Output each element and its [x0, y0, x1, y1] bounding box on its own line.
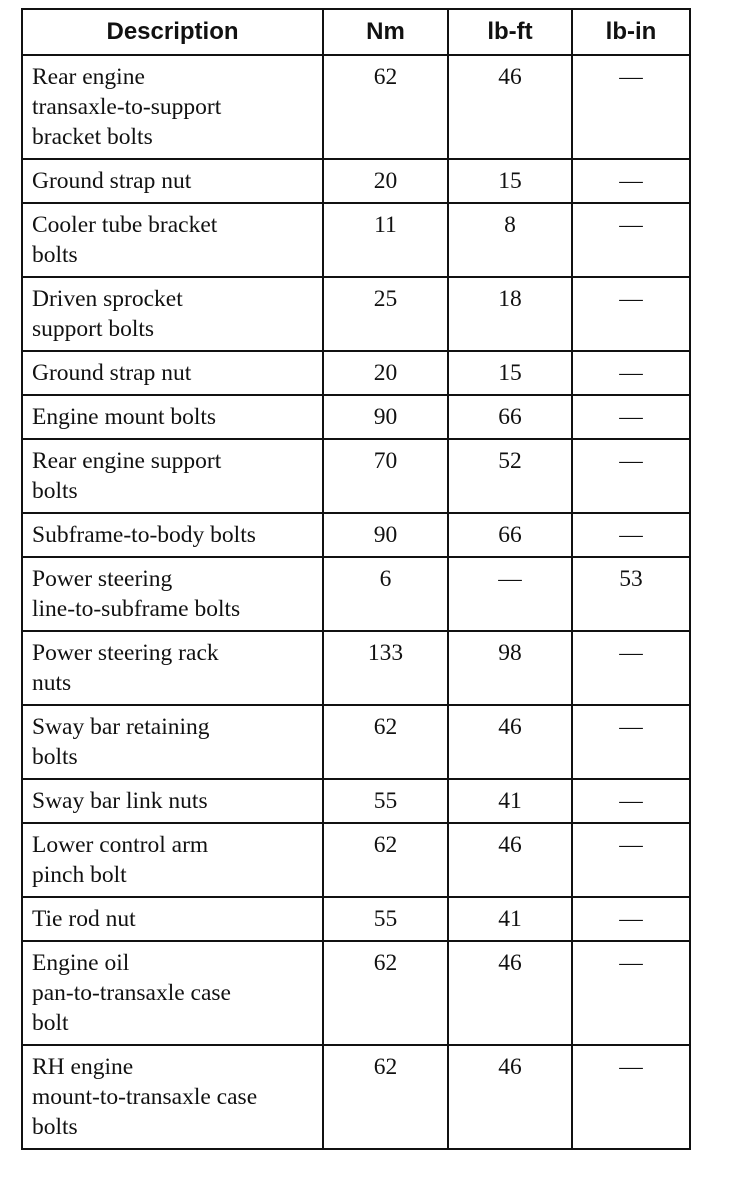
- header-nm: Nm: [323, 9, 448, 55]
- cell-lb-ft: 15: [448, 159, 572, 203]
- table-row: [22, 439, 690, 513]
- cell-description: RH engine mount-to-transaxle case bolts: [22, 1045, 323, 1149]
- table-row: [22, 1045, 690, 1149]
- cell-lb-ft: 66: [448, 513, 572, 557]
- cell-description: Power steering rack nuts: [22, 631, 323, 705]
- cell-lb-ft: 8: [448, 203, 572, 277]
- table-row: [22, 823, 690, 897]
- cell-lb-in: —: [572, 705, 690, 779]
- cell-nm: 20: [323, 159, 448, 203]
- cell-lb-in: —: [572, 395, 690, 439]
- cell-description: Tie rod nut: [22, 897, 323, 941]
- table-row: [22, 557, 690, 631]
- cell-lb-in: 53: [572, 557, 690, 631]
- cell-description: Sway bar retaining bolts: [22, 705, 323, 779]
- cell-lb-in: —: [572, 159, 690, 203]
- cell-nm: 20: [323, 351, 448, 395]
- cell-nm: 25: [323, 277, 448, 351]
- header-description: Description: [22, 9, 323, 55]
- cell-lb-in: —: [572, 779, 690, 823]
- table-row: [22, 631, 690, 705]
- cell-lb-ft: 15: [448, 351, 572, 395]
- cell-description: Cooler tube bracket bolts: [22, 203, 323, 277]
- table-header: [22, 9, 690, 55]
- cell-description: Rear engine transaxle-to-support bracket bolts: [22, 55, 323, 159]
- cell-nm: 62: [323, 941, 448, 1045]
- cell-nm: 55: [323, 897, 448, 941]
- cell-lb-in: —: [572, 439, 690, 513]
- cell-lb-ft: 46: [448, 55, 572, 159]
- cell-nm: 55: [323, 779, 448, 823]
- cell-description: Power steering line-to-subframe bolts: [22, 557, 323, 631]
- cell-lb-in: —: [572, 631, 690, 705]
- torque-spec-table: [21, 8, 691, 1150]
- cell-nm: 6: [323, 557, 448, 631]
- cell-lb-ft: 66: [448, 395, 572, 439]
- header-lb-in: lb-in: [572, 9, 690, 55]
- cell-description: Ground strap nut: [22, 351, 323, 395]
- cell-lb-in: —: [572, 513, 690, 557]
- table-row: [22, 351, 690, 395]
- table-row: [22, 705, 690, 779]
- cell-description: Sway bar link nuts: [22, 779, 323, 823]
- cell-nm: 62: [323, 705, 448, 779]
- table-row: [22, 277, 690, 351]
- cell-lb-in: —: [572, 203, 690, 277]
- cell-lb-ft: —: [448, 557, 572, 631]
- cell-description: Engine oil pan-to-transaxle case bolt: [22, 941, 323, 1045]
- table-row: [22, 395, 690, 439]
- cell-lb-ft: 46: [448, 705, 572, 779]
- cell-lb-ft: 18: [448, 277, 572, 351]
- cell-lb-ft: 98: [448, 631, 572, 705]
- cell-nm: 90: [323, 513, 448, 557]
- table-row: [22, 779, 690, 823]
- cell-description: Lower control arm pinch bolt: [22, 823, 323, 897]
- table-body: [22, 55, 690, 1149]
- cell-lb-in: —: [572, 277, 690, 351]
- cell-lb-in: —: [572, 823, 690, 897]
- table-row: [22, 203, 690, 277]
- table-row: [22, 55, 690, 159]
- cell-lb-in: —: [572, 55, 690, 159]
- table-row: [22, 897, 690, 941]
- cell-nm: 133: [323, 631, 448, 705]
- cell-lb-ft: 41: [448, 779, 572, 823]
- cell-description: Driven sprocket support bolts: [22, 277, 323, 351]
- table-row: [22, 513, 690, 557]
- cell-lb-ft: 52: [448, 439, 572, 513]
- cell-lb-in: —: [572, 1045, 690, 1149]
- cell-lb-in: —: [572, 897, 690, 941]
- cell-lb-in: —: [572, 941, 690, 1045]
- cell-lb-ft: 46: [448, 1045, 572, 1149]
- cell-description: Subframe-to-body bolts: [22, 513, 323, 557]
- header-lb-ft: lb-ft: [448, 9, 572, 55]
- cell-description: Rear engine support bolts: [22, 439, 323, 513]
- cell-nm: 62: [323, 1045, 448, 1149]
- header-row: [22, 9, 690, 55]
- cell-description: Engine mount bolts: [22, 395, 323, 439]
- cell-nm: 62: [323, 823, 448, 897]
- cell-lb-in: —: [572, 351, 690, 395]
- cell-nm: 62: [323, 55, 448, 159]
- cell-lb-ft: 46: [448, 823, 572, 897]
- cell-lb-ft: 46: [448, 941, 572, 1045]
- cell-nm: 11: [323, 203, 448, 277]
- cell-description: Ground strap nut: [22, 159, 323, 203]
- cell-nm: 90: [323, 395, 448, 439]
- cell-lb-ft: 41: [448, 897, 572, 941]
- table-row: [22, 941, 690, 1045]
- cell-nm: 70: [323, 439, 448, 513]
- table-row: [22, 159, 690, 203]
